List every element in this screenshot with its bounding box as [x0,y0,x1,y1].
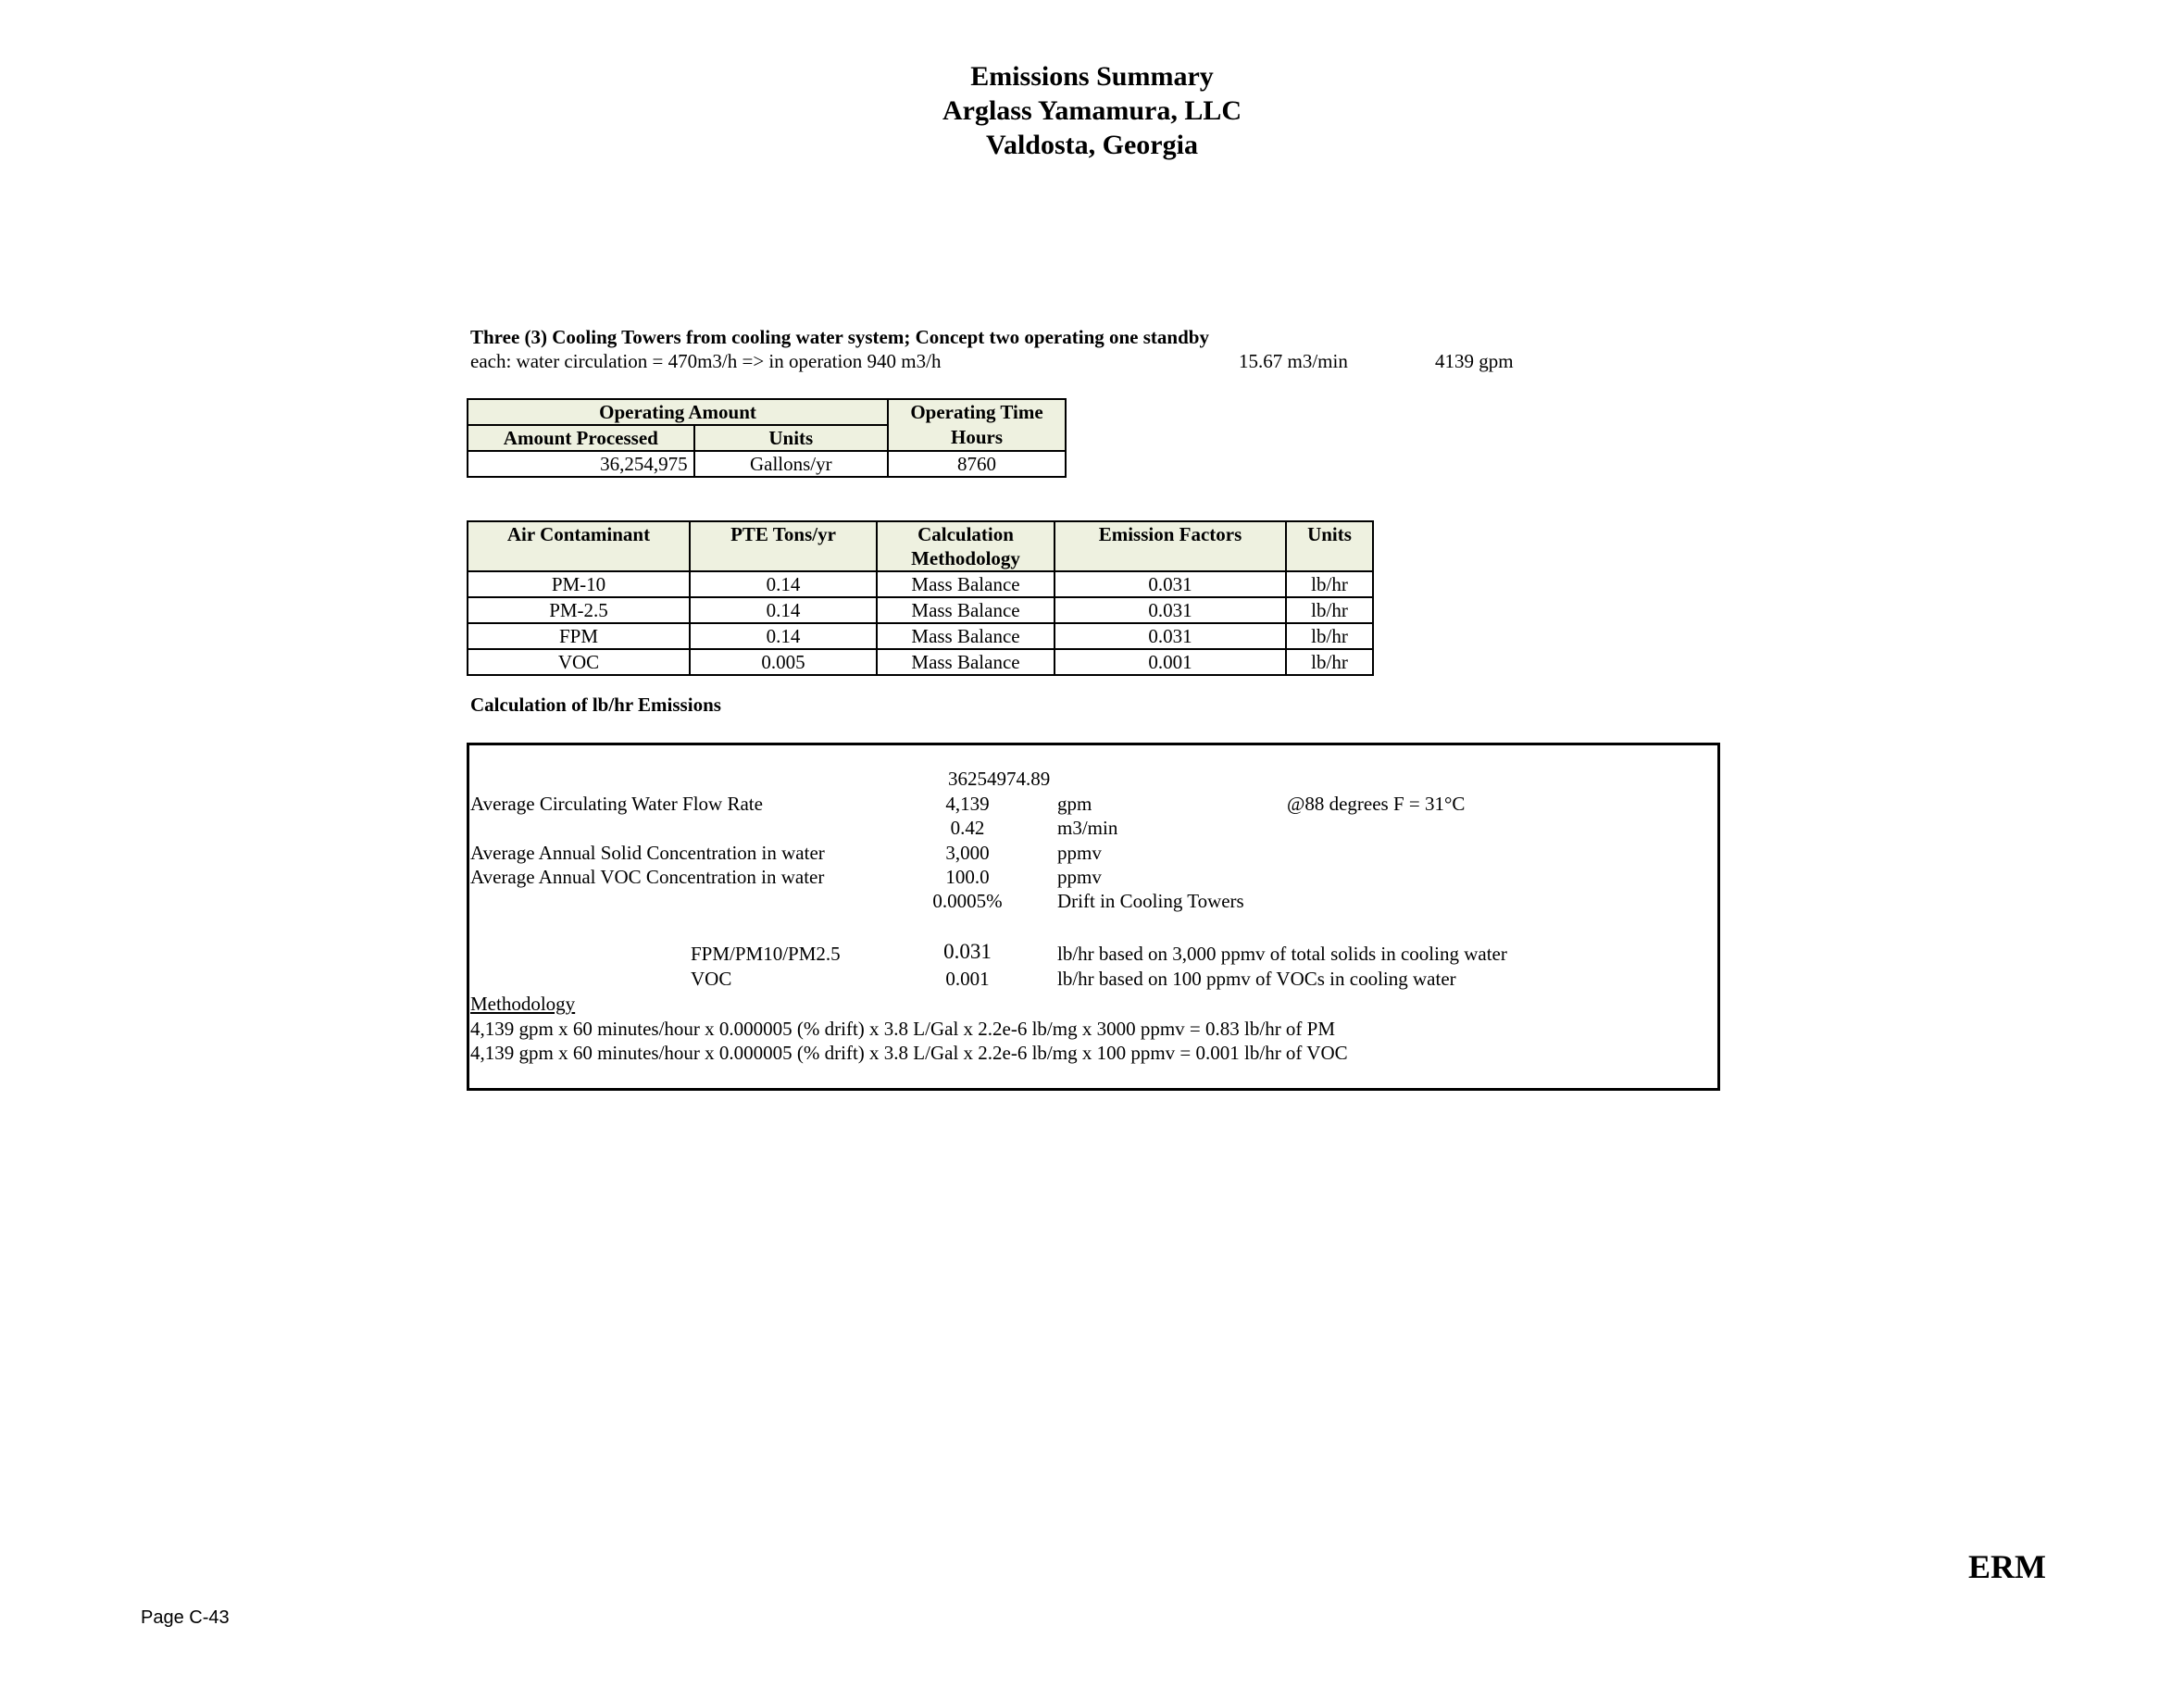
methodology-heading: Methodology [470,993,576,1015]
method-value: Mass Balance [877,597,1055,623]
units-value: lb/hr [1286,571,1373,597]
voc-value: 0.001 [945,968,990,990]
emission-factors-header: Emission Factors [1055,521,1286,571]
voc-concentration-unit: ppmv [1057,866,1102,888]
contaminant-name: FPM [468,623,690,649]
erm-logo: ERM [1968,1548,2046,1585]
pte-value: 0.14 [690,597,877,623]
pte-value: 0.14 [690,623,877,649]
methodology-line-pm: 4,139 gpm x 60 minutes/hour x 0.000005 (% drift) x 3.8 L/Gal x 2.2e-6 lb/mg x 3000 ppmv = 0.83 lb/hr of PM [470,1018,1336,1040]
units-value: lb/hr [1286,649,1373,675]
annual-gallons-value: 36254974.89 [948,768,1051,790]
contaminant-name: PM-10 [468,571,690,597]
drift-label: Drift in Cooling Towers [1057,890,1244,912]
hours-cell: 8760 [888,451,1066,477]
flow-rate-label: Average Circulating Water Flow Rate [470,793,763,815]
contaminant-table [467,520,1374,676]
calc-header-line2: Methodology [911,547,1020,569]
temperature-note: @88 degrees F = 31°C [1287,793,1466,815]
amount-processed-header: Amount Processed [468,425,694,451]
units-header: Units [1286,521,1373,571]
operating-amount-header: Operating Amount [468,399,888,425]
section-heading: Three (3) Cooling Towers from cooling water system; Concept two operating one standby [470,326,1209,348]
operating-table [467,398,1067,478]
table-row [468,623,1373,649]
units-header: Units [694,425,888,451]
table-row [468,597,1373,623]
pte-value: 0.14 [690,571,877,597]
voc-concentration-value: 100.0 [945,866,990,888]
page-number: Page C-43 [141,1607,230,1628]
calc-method-header [877,521,1055,571]
voc-concentration-label: Average Annual VOC Concentration in water [470,866,825,888]
units-value: lb/hr [1286,597,1373,623]
company-name: Arglass Yamamura, LLC [942,95,1242,126]
solid-concentration-value: 3,000 [945,842,990,864]
hours-header: Hours [888,425,1066,451]
table-row [468,571,1373,597]
voc-note: lb/hr based on 100 ppmv of VOCs in cooling water [1057,968,1456,990]
contaminant-name: VOC [468,649,690,675]
circulation-line: each: water circulation = 470m3/h => in operation 940 m3/h [470,350,942,372]
operating-time-header: Operating Time [888,399,1066,425]
pm-note: lb/hr based on 3,000 ppmv of total solids in cooling water [1057,943,1507,965]
pm-value: 0.031 [943,940,992,963]
units-cell: Gallons/yr [694,451,888,477]
flow-rate-value: 4,139 [945,793,990,815]
method-value: Mass Balance [877,623,1055,649]
flow-rate-unit-m3: m3/min [1057,817,1118,839]
units-value: lb/hr [1286,623,1373,649]
solid-concentration-unit: ppmv [1057,842,1102,864]
drift-value: 0.0005% [932,890,1003,912]
methodology-line-voc: 4,139 gpm x 60 minutes/hour x 0.000005 (% drift) x 3.8 L/Gal x 2.2e-6 lb/mg x 100 ppmv = 0.001 lb/hr of VOC [470,1042,1348,1064]
page-title: Emissions Summary [970,61,1214,92]
calc-header-line1: Calculation [917,523,1014,545]
calc-heading: Calculation of lb/hr Emissions [470,694,721,716]
ef-value: 0.031 [1055,597,1286,623]
voc-label: VOC [691,968,732,990]
method-value: Mass Balance [877,571,1055,597]
contaminant-name: PM-2.5 [468,597,690,623]
pm-label: FPM/PM10/PM2.5 [691,943,841,965]
ef-value: 0.031 [1055,571,1286,597]
flow-rate-unit: gpm [1057,793,1092,815]
flow-rate-value-m3: 0.42 [950,817,985,839]
amount-cell: 36,254,975 [468,451,694,477]
air-contaminant-header: Air Contaminant [468,521,690,571]
ef-value: 0.031 [1055,623,1286,649]
flow-gpm: 4139 gpm [1435,350,1514,372]
pte-value: 0.005 [690,649,877,675]
solid-concentration-label: Average Annual Solid Concentration in water [470,842,825,864]
pte-header: PTE Tons/yr [690,521,877,571]
ef-value: 0.001 [1055,649,1286,675]
method-value: Mass Balance [877,649,1055,675]
location: Valdosta, Georgia [986,130,1198,160]
flow-m3: 15.67 m3/min [1239,350,1348,372]
table-row [468,649,1373,675]
